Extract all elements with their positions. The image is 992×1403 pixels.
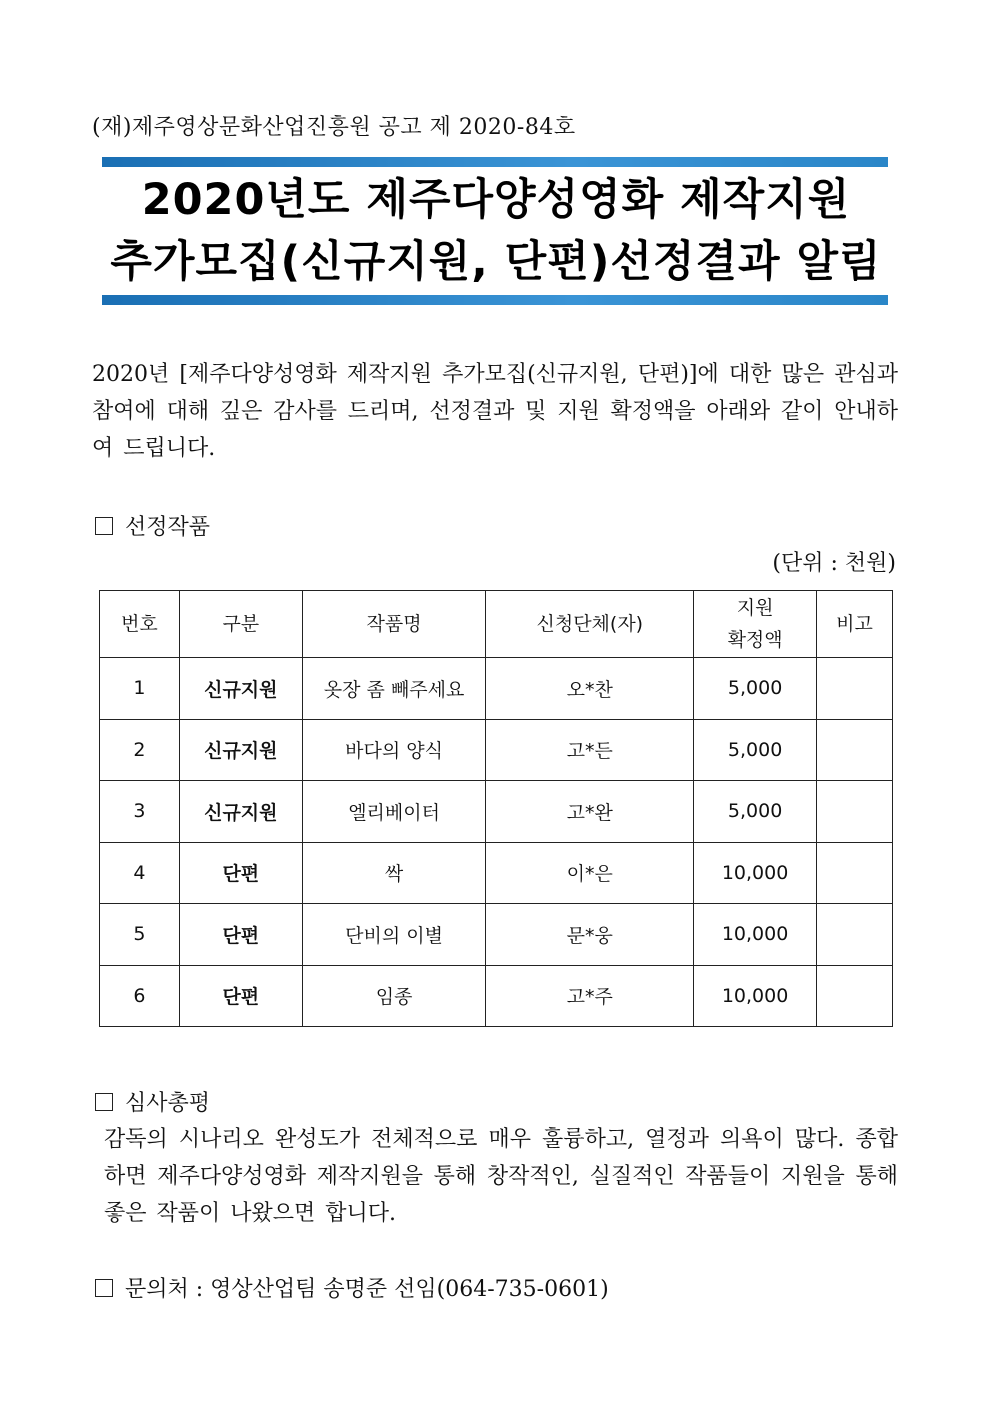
section-selected-label: 선정작품: [125, 515, 211, 540]
cell-amount: 10,000: [694, 904, 817, 966]
cell-work: 바다의 양식: [302, 719, 486, 781]
notice-number: (재)제주영상문화산업진흥원 공고 제 2020-84호: [92, 115, 576, 140]
contact-line: [95, 1272, 609, 1303]
cell-applicant: 이*은: [486, 842, 694, 904]
title-line-2: 추가모집(신규지원, 단편)선정결과 알림: [110, 237, 882, 287]
title-bottom-bar: [102, 295, 888, 305]
cell-work: 싹: [302, 842, 486, 904]
cell-category: 신규지원: [179, 719, 302, 781]
review-paragraph: 감독의 시나리오 완성도가 전체적으로 매우 훌륭하고, 열정과 의욕이 많다. 종합하면 제주다양성영화 제작지원을 통해 창작적인, 실질적인 작품들이 지원을 통해 좋은 작품이 나왔으면 합니다.: [104, 1127, 898, 1226]
cell-work: 옷장 좀 빼주세요: [302, 658, 486, 720]
header-amount: [694, 591, 817, 658]
cell-applicant: 고*든: [486, 719, 694, 781]
selection-table: [99, 590, 893, 1027]
cell-no: 2: [100, 719, 180, 781]
table-row: [100, 965, 893, 1027]
title-line-1: 2020년도 제주다양성영화 제작지원: [141, 175, 851, 225]
checkbox-square-icon: [95, 1093, 113, 1111]
cell-no: 1: [100, 658, 180, 720]
table-row: [100, 904, 893, 966]
contact-text: 문의처 : 영상산업팀 송명준 선임(064-735-0601): [125, 1277, 609, 1302]
cell-amount: 5,000: [694, 781, 817, 843]
section-review-heading: [95, 1086, 210, 1117]
cell-applicant: 고*완: [486, 781, 694, 843]
cell-amount: 10,000: [694, 842, 817, 904]
cell-applicant: 문*웅: [486, 904, 694, 966]
cell-applicant: 고*주: [486, 965, 694, 1027]
header-no: 번호: [100, 591, 180, 658]
cell-work: 임종: [302, 965, 486, 1027]
cell-note: [817, 719, 893, 781]
cell-note: [817, 781, 893, 843]
title-top-bar: [102, 157, 888, 167]
unit-label: (단위 : 천원): [772, 551, 896, 576]
intro-paragraph: 2020년 [제주다양성영화 제작지원 추가모집(신규지원, 단편)]에 대한 많은 관심과 참여에 대해 깊은 감사를 드리며, 선정결과 및 지원 확정액을 아래와 같이 안내하여 드립니다.: [92, 362, 898, 461]
header-applicant: 신청단체(자): [486, 591, 694, 658]
table-row: [100, 658, 893, 720]
table-row: [100, 842, 893, 904]
cell-no: 5: [100, 904, 180, 966]
cell-note: [817, 965, 893, 1027]
header-note: 비고: [817, 591, 893, 658]
cell-amount: 10,000: [694, 965, 817, 1027]
cell-no: 6: [100, 965, 180, 1027]
cell-no: 3: [100, 781, 180, 843]
table-row: [100, 781, 893, 843]
header-category: 구분: [179, 591, 302, 658]
section-selected-heading: [95, 510, 210, 541]
cell-category: 신규지원: [179, 781, 302, 843]
header-amount-line2: 확정액: [727, 629, 783, 651]
header-work: 작품명: [302, 591, 486, 658]
checkbox-square-icon: [95, 517, 113, 535]
cell-amount: 5,000: [694, 719, 817, 781]
checkbox-square-icon: [95, 1279, 113, 1297]
cell-category: 단편: [179, 842, 302, 904]
cell-no: 4: [100, 842, 180, 904]
table-header-row: [100, 591, 893, 658]
cell-work: 단비의 이별: [302, 904, 486, 966]
cell-work: 엘리베이터: [302, 781, 486, 843]
cell-category: 신규지원: [179, 658, 302, 720]
cell-applicant: 오*찬: [486, 658, 694, 720]
cell-category: 단편: [179, 904, 302, 966]
cell-note: [817, 658, 893, 720]
cell-amount: 5,000: [694, 658, 817, 720]
table-row: [100, 719, 893, 781]
cell-note: [817, 904, 893, 966]
header-amount-line1: 지원: [736, 597, 774, 619]
cell-category: 단편: [179, 965, 302, 1027]
section-review-label: 심사총평: [125, 1091, 211, 1116]
cell-note: [817, 842, 893, 904]
